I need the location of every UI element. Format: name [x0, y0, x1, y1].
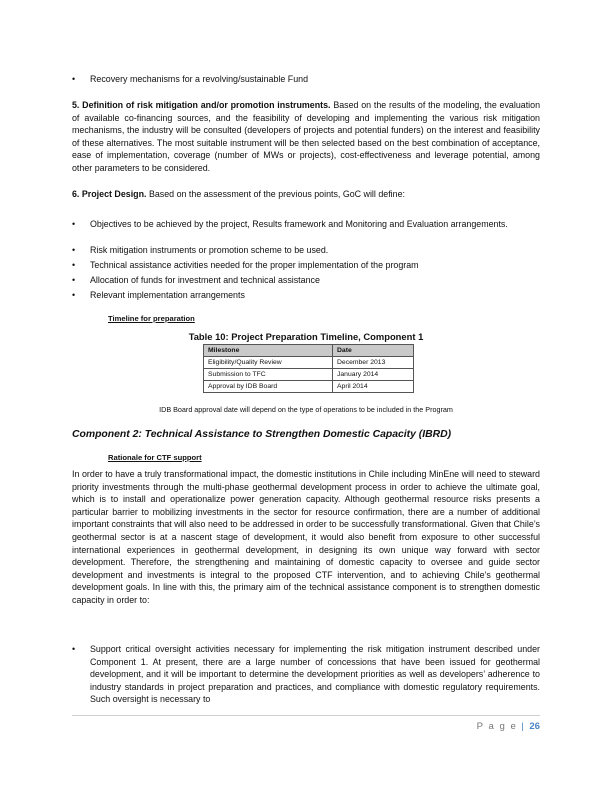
table-row: [204, 357, 414, 369]
table-row: [204, 369, 414, 381]
bullet-icon: •: [72, 260, 76, 270]
table-title: Table 10: Project Preparation Timeline, Component 1: [188, 331, 424, 342]
date-cell: January 2014: [333, 369, 414, 381]
footer-divider: [72, 715, 540, 716]
list-item: • Risk mitigation instruments or promotion scheme to be used.: [72, 245, 329, 255]
rationale-heading: Rationale for CTF support: [108, 453, 202, 462]
section-5-text: Based on the results of the modeling, the evaluation of available co-financing sources, and the feasibility of developing and implementing the various risk mitigation mechanisms, the industry will be consulted (developers of projects and potential funders) on the interest and feasibility of these alternatives. The most suitable instrument will be then selected based on the best combination of acceptance, ease of implementation, coverage (number of MWs or projects), cost-effectiveness and leverage potential, among other parameters to be considered.: [72, 100, 541, 173]
component-2-heading: Component 2: Technical Assistance to Strengthen Domestic Capacity (IBRD): [72, 429, 452, 440]
section-6-text: Based on the assessment of the previous points, GoC will define:: [148, 189, 405, 199]
bullet-icon: •: [72, 219, 76, 229]
bullet-icon: •: [72, 245, 76, 255]
milestone-cell: Eligibility/Quality Review: [204, 357, 333, 369]
page-number: 26: [529, 721, 540, 732]
section-6-heading: 6. Project Design.: [72, 189, 147, 199]
section-5-paragraph: [72, 99, 540, 175]
table-note: IDB Board approval date will depend on the type of operations to be included in the Program: [159, 405, 453, 414]
recovery-bullet: • Recovery mechanisms for a revolving/sustainable Fund: [72, 74, 309, 84]
bullet-icon: •: [72, 290, 76, 300]
bullet-icon: •: [72, 275, 76, 285]
table-header-row: [204, 345, 414, 357]
page-label: P a g e: [476, 721, 518, 732]
timeline-heading: Timeline for preparation: [108, 314, 195, 323]
list-item: • Support critical oversight activities necessary for implementing the risk mitigation instrument described under Component 1. At present, there are a large number of concessions that have been issued for geothermal development, and it will be important to determine the development priorities as well as developers’ adherence to industry standards in project preparation and practices, and compliance with domestic regulatory requirements. Such oversight is necessary to: [72, 644, 540, 705]
bullet-icon: •: [72, 74, 76, 84]
date-cell: December 2013: [333, 357, 414, 369]
list-item: • Technical assistance activities needed for the proper implementation of the program: [72, 260, 419, 270]
table-row: [204, 381, 414, 393]
timeline-table: [203, 344, 414, 393]
milestone-cell: Approval by IDB Board: [204, 381, 333, 393]
date-cell: April 2014: [333, 381, 414, 393]
section-5-heading: 5. Definition of risk mitigation and/or promotion instruments.: [72, 100, 331, 110]
milestone-cell: Submission to TFC: [204, 369, 333, 381]
bullet-icon: •: [72, 644, 76, 654]
column-header-date: Date: [333, 345, 414, 357]
list-item: • Relevant implementation arrangements: [72, 290, 245, 300]
page-footer: [477, 721, 540, 732]
section-6-paragraph: [72, 188, 540, 201]
list-item: • Allocation of funds for investment and technical assistance: [72, 275, 320, 285]
list-item: • Objectives to be achieved by the project, Results framework and Monitoring and Evaluation arrangements.: [72, 219, 508, 229]
column-header-milestone: Milestone: [204, 345, 333, 357]
component-2-paragraph: In order to have a truly transformational impact, the domestic institutions in Chile including MinEne will need to steward priority investments through the multi-phase geothermal development process in order to achieve the ultimate goal, which is to install and operationalize power generation capacity. Although geothermal resource risks presents a particular barrier to mobilizing investments in the sector for resource confirmation, there are a number of additional important constraints that will also need to be addressed in order to be successfully transformational. Given that Chile’s geothermal sector is at a nascent stage of development, it would also benefit from exposure to other successful international experiences in geothermal development, in designing its own unique way forward with sector development. Therefore, the strengthening and maintaining of domestic capacity to oversee and guide sector development and investments is integral to the proposed CTF intervention, and to achieving Chile’s geothermal development goals. In line with this, the primary aim of the technical assistance component is to strengthen domestic capacity in order to:: [72, 469, 540, 605]
footer-separator: |: [521, 721, 526, 732]
